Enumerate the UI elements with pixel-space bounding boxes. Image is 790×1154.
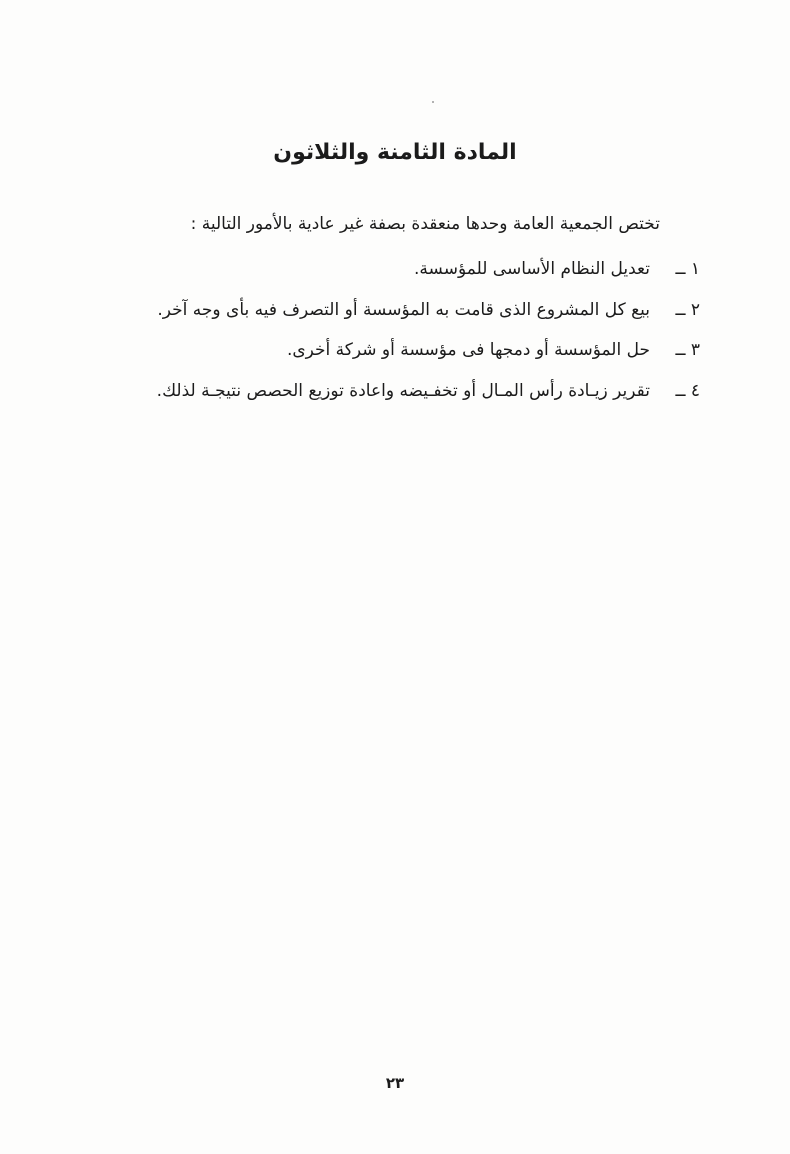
item-number: ١ ــ <box>675 259 700 280</box>
item-text: حل المؤسسة أو دمجها فى مؤسسة أو شركة أخرى. <box>286 340 650 361</box>
list-item <box>80 256 700 284</box>
list-item <box>80 337 700 365</box>
page-number: ٢٣ <box>385 1074 405 1092</box>
item-text: تعديل النظام الأساسى للمؤسسة. <box>414 259 650 280</box>
item-number: ٣ ــ <box>675 340 700 361</box>
item-text: تقرير زيـادة رأس المـال أو تخفـيضه واعادة توزيع الحصص نتيجـة لذلك. <box>156 380 650 401</box>
list-item <box>80 378 700 406</box>
scan-speck <box>432 101 434 103</box>
item-number: ٢ ــ <box>675 299 700 320</box>
article-title: المادة الثامنة والثلاثون <box>273 140 517 165</box>
item-text: بيع كل المشروع الذى قامت به المؤسسة أو التصرف فيه بأى وجه آخر. <box>157 299 650 320</box>
clauses-list <box>80 256 700 405</box>
item-number: ٤ ــ <box>675 380 700 401</box>
intro-paragraph: تختص الجمعية العامة وحدها منعقدة بصفة غير عادية بالأمور التالية : <box>190 214 660 234</box>
list-item <box>80 297 700 325</box>
